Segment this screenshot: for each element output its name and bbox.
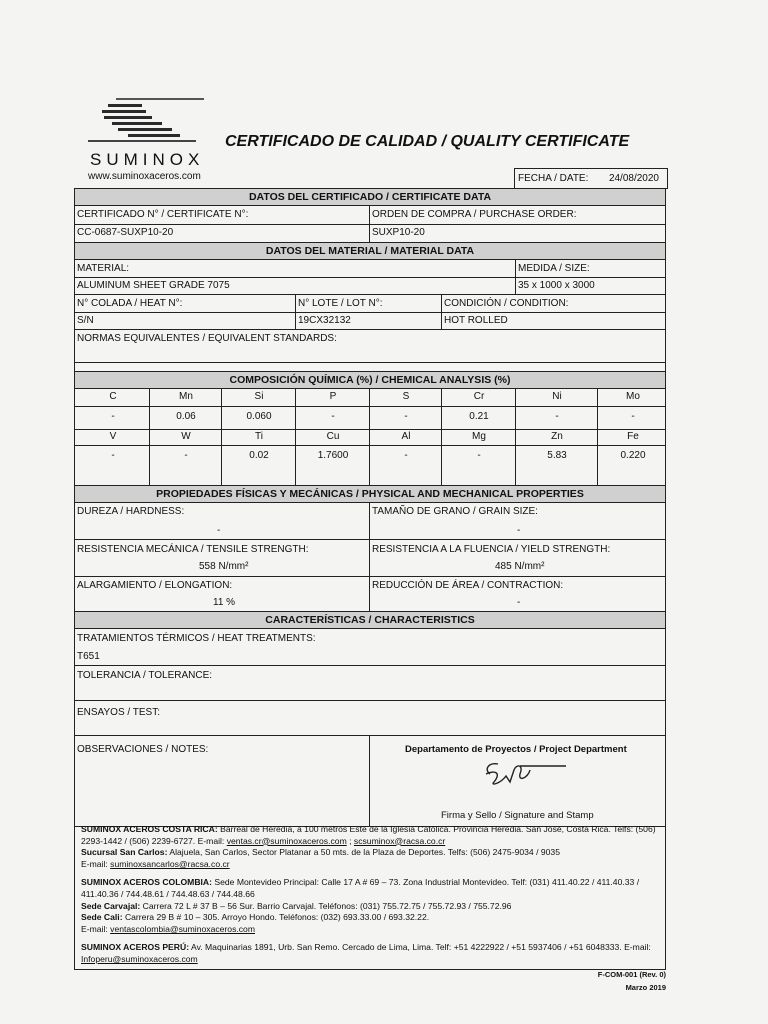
element-cell: Cr [473,391,485,402]
hardness-label: DUREZA / HARDNESS: [77,506,185,517]
sc-email-label: E-mail: [81,858,111,869]
condition-value: HOT ROLLED [444,315,508,326]
date-value: 24/08/2020 [608,173,659,184]
footer-costa-rica [81,824,659,870]
element-cell: Mn [179,391,193,402]
chemical-grid [74,389,666,486]
date-box [514,168,668,189]
department-label: Departamento de Proyectos / Project Department [405,744,627,755]
sc-text: Alajuela, San Carlos, Sector Platanar a 50 mts. de la Plaza de Deportes. Telfs: (506) 2475-9034 / 9035 [167,847,560,858]
pe-email-link[interactable]: Infoperu@suminoxaceros.com [81,953,198,964]
contraction-label: REDUCCIÓN DE ÁREA / CONTRACTION: [372,580,564,591]
material-row [74,260,666,295]
value-cell: - [331,411,335,422]
signature-icon [480,752,580,792]
sc-name: Sucursal San Carlos: [81,847,168,858]
element-cell: Si [254,391,264,402]
test-label: ENSAYOS / TEST: [77,707,160,718]
footer-colombia [81,877,659,935]
carvajal-name: Sede Carvajal: [81,900,141,911]
elongation-row [74,577,666,612]
heat-row [74,295,666,330]
elongation-value: 11 % [213,597,236,608]
lot-value: 19CX32132 [298,315,351,326]
signature-label: Firma y Sello / Signature and Stamp [441,810,594,821]
section-mechanical: PROPIEDADES FÍSICAS Y MECÁNICAS / PHYSICAL AND MECHANICAL PROPERTIES [74,486,666,503]
heat-value: S/N [77,315,94,326]
material-label: MATERIAL: [77,263,130,274]
date-label: FECHA / DATE: [518,173,589,184]
element-cell: Mo [626,391,640,402]
element-cell: P [329,391,337,402]
test-row [74,701,666,736]
size-value: 35 x 1000 x 3000 [518,280,595,291]
section-certificate-data: DATOS DEL CERTIFICADO / CERTIFICATE DATA [74,188,666,206]
certificate-table [74,188,666,827]
section-characteristics: CARACTERÍSTICAS / CHARACTERISTICS [74,612,666,629]
section-material-data: DATOS DEL MATERIAL / MATERIAL DATA [74,243,666,260]
size-label: MEDIDA / SIZE: [518,263,590,274]
pe-text: Av. Maquinarias 1891, Urb. San Remo. Cercado de Lima, Lima. Telf: +51 4222922 / +51 5937406 / +51 6048333. E-mail: [189,942,651,953]
hardness-row [74,503,666,540]
heat-treatment-label: TRATAMIENTOS TÉRMICOS / HEAT TREATMENTS: [77,633,316,644]
order-value: SUXP10-20 [372,227,425,238]
footer-addresses [74,818,666,970]
tolerance-row [74,666,666,701]
spacer [74,363,666,372]
website: www.suminoxaceros.com [88,171,201,182]
pe-name: SUMINOX ACEROS PERÚ: [81,942,190,953]
value-cell: 0.06 [176,411,196,422]
yield-value: 485 N/mm² [495,561,545,572]
value-cell: - [404,411,408,422]
co-email-label: E-mail: [81,923,111,934]
co-name: SUMINOX ACEROS COLOMBIA: [81,877,212,888]
cr-email-link[interactable]: ventas.cr@suminoxaceros.com [226,835,347,846]
form-date: Marzo 2019 [625,983,666,992]
cali-text: Carrera 29 B # 10 – 305. Arroyo Hondo. Teléfonos: (032) 693.33.00 / 693.32.22. [122,912,430,923]
value-cell: - [111,450,115,461]
element-cell: C [109,391,117,402]
co-text: Sede Montevideo Principal: Calle 17 A # 69 – 73. Zona Industrial Montevideo. Telf: (031) 411.40.22 / 411.40.33 / 411.40.36 / 744.48.61 / 744.48.63 / 744.48.66 [81,877,640,899]
value-cell: 1.7600 [317,450,349,461]
grain-value: - [517,525,521,536]
section-chemical: COMPOSICIÓN QUÍMICA (%) / CHEMICAL ANALYSIS (%) [74,372,666,389]
cr-sep: ; [346,835,354,846]
tolerance-label: TOLERANCIA / TOLERANCE: [77,670,213,681]
value-cell: - [111,411,115,422]
order-label: ORDEN DE COMPRA / PURCHASE ORDER: [372,209,577,220]
element-cell: V [109,431,117,442]
value-cell: 0.02 [249,450,269,461]
footer-peru [81,942,659,965]
page-title: CERTIFICADO DE CALIDAD / QUALITY CERTIFICATE [225,133,630,150]
value-cell: - [477,450,481,461]
element-cell: Mg [472,431,486,442]
co-email-link[interactable]: ventascolombia@suminoxaceros.com [110,923,255,934]
material-value: ALUMINUM SHEET GRADE 7075 [77,280,230,291]
value-cell: - [631,411,635,422]
brand-name: SUMINOX [90,150,205,169]
contraction-value: - [517,597,521,608]
form-code: F-COM-001 (Rev. 0) [597,970,666,979]
standards-row [74,330,666,363]
cert-value: CC-0687-SUXP10-20 [77,227,174,238]
value-cell: 0.220 [620,450,646,461]
cert-label: CERTIFICADO N° / CERTIFICATE N°: [77,209,249,220]
value-cell: - [404,450,408,461]
element-cell: Al [401,431,411,442]
value-cell: - [555,411,559,422]
value-cell: - [184,450,188,461]
element-cell: Ni [552,391,562,402]
carvajal-text: Carrera 72 L # 37 B – 56 Sur. Barrio Carvajal. Teléfonos: (031) 755.72.75 / 755.72.93 / 755.72.96 [140,900,512,911]
tensile-row [74,540,666,577]
cali-name: Sede Cali: [81,912,123,923]
cr-name: SUMINOX ACEROS COSTA RICA: [81,824,218,834]
cr-email2-link[interactable]: scsuminox@racsa.co.cr [353,835,446,846]
standards-label: NORMAS EQUIVALENTES / EQUIVALENT STANDARDS: [77,333,337,344]
yield-label: RESISTENCIA A LA FLUENCIA / YIELD STRENGTH: [372,544,611,555]
grain-label: TAMAÑO DE GRANO / GRAIN SIZE: [372,506,538,517]
certificate-row [74,206,666,243]
element-cell: Cu [326,431,340,442]
element-cell: Ti [255,431,263,442]
element-cell: Fe [627,431,639,442]
lot-label: N° LOTE / LOT N°: [298,298,383,309]
heat-treatment-value: T651 [77,651,100,662]
value-cell: 0.21 [469,411,489,422]
hardness-value: - [217,525,221,536]
condition-label: CONDICIÓN / CONDITION: [444,298,569,309]
heat-label: N° COLADA / HEAT N°: [77,298,183,309]
element-cell: Zn [551,431,563,442]
elongation-label: ALARGAMIENTO / ELONGATION: [77,580,233,591]
form-code-block [598,968,666,994]
tensile-label: RESISTENCIA MECÁNICA / TENSILE STRENGTH: [77,544,309,555]
heat-treatment-row [74,629,666,666]
sc-email-link[interactable]: suminoxsancarlos@racsa.co.cr [110,858,230,869]
cr-text: Barreal de Heredia, a 100 metros Este de la Iglesia Católica. Provincia Heredia. San José, Costa Rica. Telfs: (506) 2293-1442 / (506) 2239-6727. E-mail: [81,824,656,846]
element-cell: S [402,391,410,402]
notes-label: OBSERVACIONES / NOTES: [77,744,209,755]
value-cell: 0.060 [246,411,272,422]
value-cell: 5.83 [547,450,567,461]
tensile-value: 558 N/mm² [199,561,249,572]
element-cell: W [181,431,191,442]
